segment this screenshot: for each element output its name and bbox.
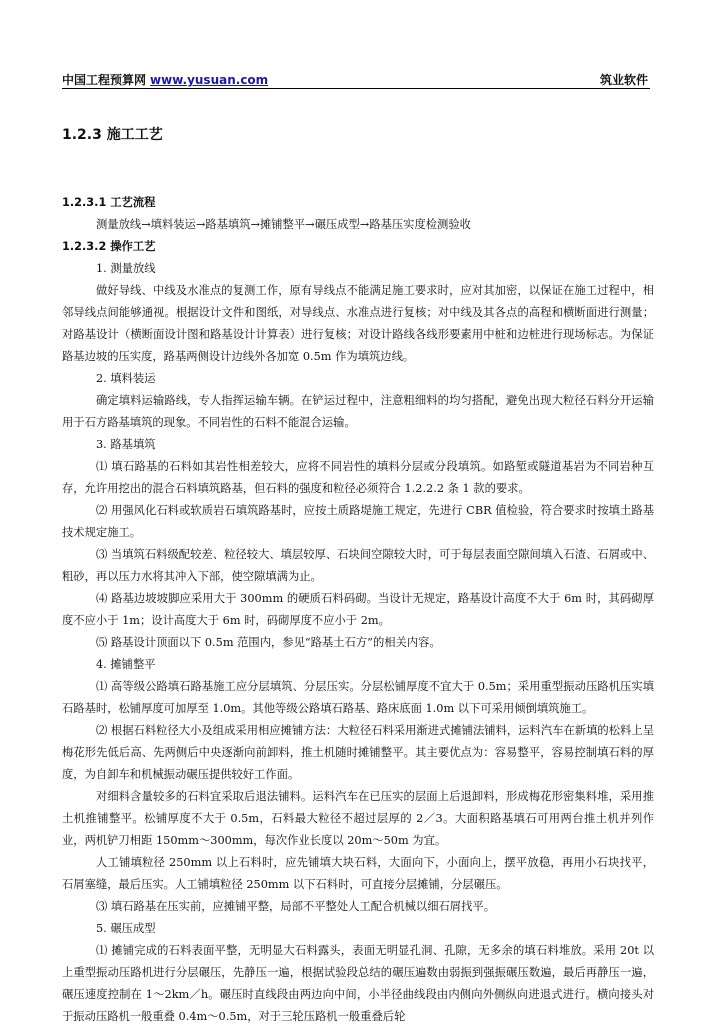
- paragraph: 测量放线→填料装运→路基填筑→摊铺整平→碾压成型→路基压实度检测验收: [96, 218, 471, 231]
- paragraph: ⑸ 路基设计顶面以下 0.5m 范围内，参见“路基土石方”的相关内容。: [96, 636, 441, 649]
- site-url-link[interactable]: www.yusuan.com: [150, 73, 269, 87]
- header-left: [62, 71, 268, 88]
- paragraph: ⑴ 摊铺完成的石料表面平整，无明显大石料露头，表面无明显孔洞、孔隙，无多余的填石料堆放。采用 20t 以上重型振动压路机进行分层碾压，先静压一遍，根据试验段总结的碾压遍数由弱振到强振碾压数遍，最后再静压一遍，碾压速度控制在 1～2km／h。碾压时直线段由两边向中间，小半径曲线段由内侧向外侧纵向进退式进行。横向接头对于振动压路机一般重叠 0.4m～0.5m，对于三轮压路机一般重叠后轮: [62, 944, 654, 1023]
- paragraph: ⑵ 用强风化石料或软质岩石填筑路基时，应按土质路堤施工规定，先进行 CBR 值检验，符合要求时按填土路基技术规定施工。: [62, 504, 654, 539]
- paragraph: 对细料含量较多的石料宜采取后退法铺料。运料汽车在已压实的层面上后退卸料，形成梅花形密集料堆，采用推土机推铺整平。松铺厚度不大于 0.5m，石料最大粒径不超过层厚的 2／3。大面积路基填石可用两台推土机并列作业，两机铲刀相距 150mm～300mm，每次作业长度以 20m～50m 为宜。: [62, 790, 654, 847]
- paragraph: 1. 测量放线: [96, 262, 156, 275]
- paragraph: 确定填料运输路线，专人指挥运输车辆。在铲运过程中，注意粗细料的均匀搭配，避免出现大粒径石料分开运输用于石方路基填筑的现象。不同岩性的石料不能混合运输。: [62, 394, 654, 429]
- paragraph: ⑷ 路基边坡坡脚应采用大于 300mm 的硬质石料码砌。当设计无规定，路基设计高度不大于 6m 时，其码砌厚度不应小于 1m；设计高度大于 6m 时，码砌厚度不应小于 2m。: [62, 592, 654, 627]
- brand-name: 筑业软件: [599, 73, 648, 87]
- page-header: [62, 68, 650, 89]
- subsection-heading: 1.2.3.1 工艺流程: [62, 196, 156, 209]
- site-name: 中国工程预算网: [62, 73, 147, 87]
- paragraph: 做好导线、中线及水准点的复测工作，原有导线点不能满足施工要求时，应对其加密，以保证在施工过程中，相邻导线点间能够通视。根据设计文件和图纸，对导线点、水准点进行复核；对中线及其各点的高程和横断面进行测量；对路基设计（横断面设计图和路基设计计算表）进行复核；对设计路线各线形要素用中桩和边桩进行现场标志。为保证路基边坡的压实度，路基两侧设计边线外各加宽 0.5m 作为填筑边线。: [62, 284, 654, 363]
- paragraph: ⑴ 填石路基的石料如其岩性相差较大，应将不同岩性的填料分层或分段填筑。如路堑或隧道基岩为不同岩种互存，允许用挖出的混合石料填筑路基，但石料的强度和粒径必须符合 1.2.2.2 条 1 款的要求。: [62, 460, 654, 495]
- paragraph: ⑶ 填石路基在压实前，应摊铺平整，局部不平整处人工配合机械以细石屑找平。: [96, 900, 495, 913]
- paragraph: 5. 碾压成型: [96, 922, 156, 935]
- paragraph: 4. 摊铺整平: [96, 658, 156, 671]
- paragraph: 人工铺填粒径 250mm 以上石料时，应先铺填大块石料，大面向下，小面向上，摆平放稳，再用小石块找平，石屑塞缝，最后压实。人工铺填粒径 250mm 以下石料时，可直接分层摊铺，分层碾压。: [62, 856, 654, 891]
- subsection-heading: 1.2.3.2 操作工艺: [62, 240, 156, 253]
- paragraph: 2. 填料装运: [96, 372, 156, 385]
- paragraph: ⑶ 当填筑石料级配较差、粒径较大、填层较厚、石块间空隙较大时，可于每层表面空隙间填入石渣、石屑或中、粗砂，再以压力水将其冲入下部，使空隙填满为止。: [62, 548, 654, 583]
- paragraph: 3. 路基填筑: [96, 438, 156, 451]
- document-body: [62, 192, 654, 1028]
- paragraph: ⑴ 高等级公路填石路基施工应分层填筑、分层压实。分层松铺厚度不宜大于 0.5m；采用重型振动压路机压实填石路基时，松铺厚度可加厚至 1.0m。其他等级公路填石路基、路床底面 1.0m 以下可采用倾倒填筑施工。: [62, 680, 654, 715]
- paragraph: ⑵ 根据石料粒径大小及组成采用相应摊铺方法：大粒径石料采用渐进式摊铺法铺料，运料汽车在新填的松料上呈梅花形先低后高、先两侧后中央逐渐向前卸料，推土机随时摊铺整平。其主要优点为：容易整平，容易控制填石料的厚度，为自卸车和机械振动碾压提供较好工作面。: [62, 724, 654, 781]
- section-title: 1.2.3 施工工艺: [62, 127, 163, 143]
